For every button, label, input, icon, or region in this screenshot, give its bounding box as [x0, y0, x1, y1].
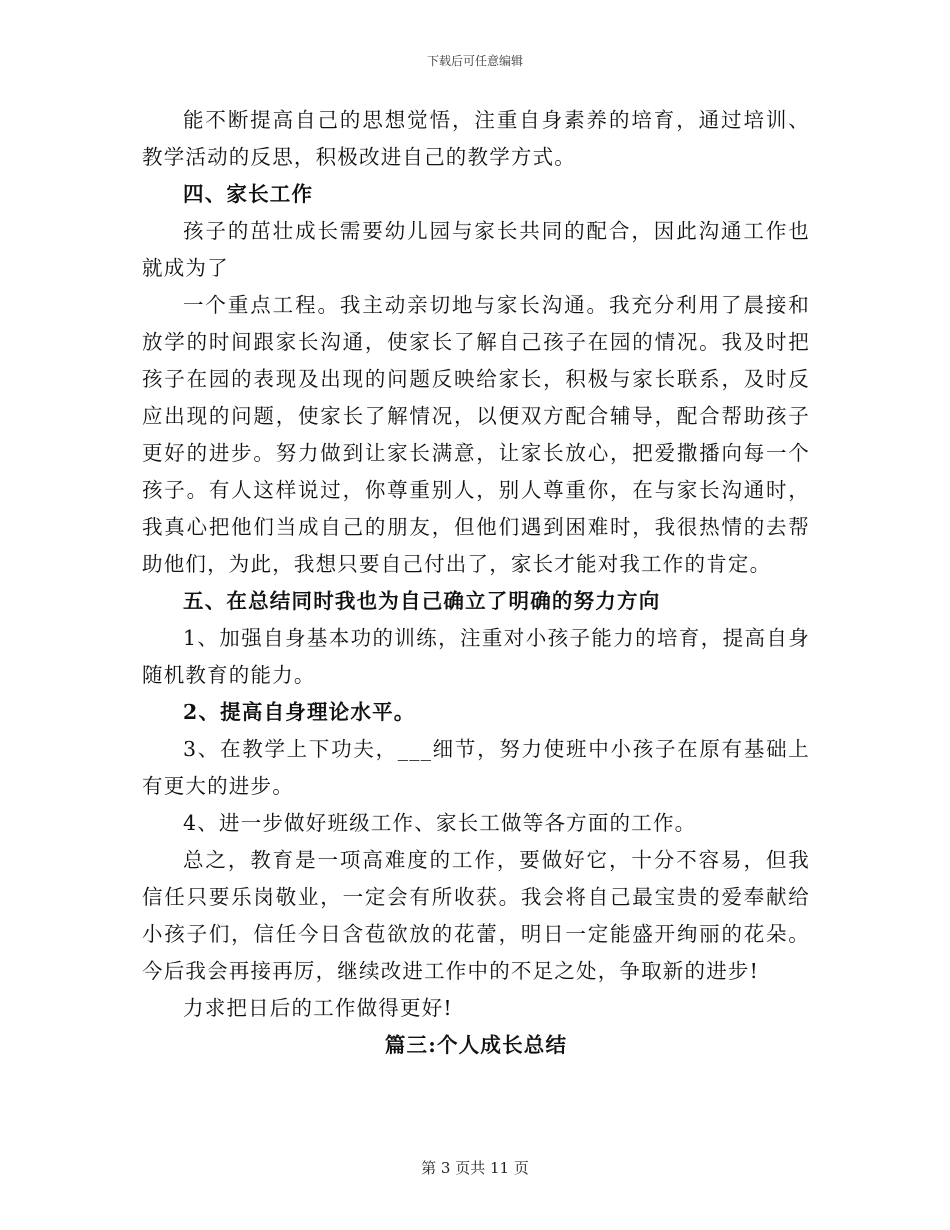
page-number: 第 3 页共 11 页 [421, 1159, 529, 1177]
section-title: 篇三:个人成长总结 [384, 1033, 568, 1057]
goal-item-4: 4、进一步做好班级工作、家长工做等各方面的工作。 [183, 811, 697, 835]
paragraph-reflection: 能不断提高自己的思想觉悟，注重自身素养的培育，通过培训、教学活动的反思，积极改进自己的教学方式。 [142, 108, 810, 169]
paragraph-closing: 力求把日后的工作做得更好! [183, 996, 453, 1020]
paragraph-parent-communication: 一个重点工程。我主动亲切地与家长沟通。我充分利用了晨接和放学的时间跟家长沟通，使家长了解自己孩子在园的情况。我及时把孩子在园的表现及出现的问题反映给家长，积极与家长联系，及时反应出现的问题，使家长了解情况，以便双方配合辅导，配合帮助孩子更好的进步。努力做到让家长满意，让家长放心，把爱撒播向每一个孩子。有人这样说过，你尊重别人，别人尊重你，在与家长沟通时，我真心把他们当成自己的朋友，但他们遇到困难时，我很热情的去帮助他们，为此，我想只要自己付出了，家长才能对我工作的肯定。 [142, 293, 810, 576]
paragraph-parent-intro: 孩子的茁壮成长需要幼儿园与家长共同的配合，因此沟通工作也就成为了 [142, 219, 810, 280]
paragraph-conclusion: 总之，教育是一项高难度的工作，要做好它，十分不容易，但我信任只要乐岗敬业，一定会有所收获。我会将自己最宝贵的爱奉献给小孩子们，信任今日含苞欲放的花蕾，明日一定能盛开绚丽的花朵。今后我会再接再厉，继续改进工作中的不足之处，争取新的进步! [142, 848, 810, 983]
goal-item-2: 2、提高自身理论水平。 [183, 700, 416, 724]
goal-item-1: 1、加强自身基本功的训练，注重对小孩子能力的培育，提高自身随机教育的能力。 [142, 626, 810, 687]
goal-item-3: 3、在教学上下功夫，___细节，努力使班中小孩子在原有基础上有更大的进步。 [142, 737, 810, 798]
heading-goals: 五、在总结同时我也为自己确立了明确的努力方向 [183, 589, 661, 613]
document-body [142, 102, 810, 1064]
page-header-note: 下载后可任意编辑 [426, 54, 523, 68]
heading-parent-work: 四、家长工作 [183, 182, 314, 206]
